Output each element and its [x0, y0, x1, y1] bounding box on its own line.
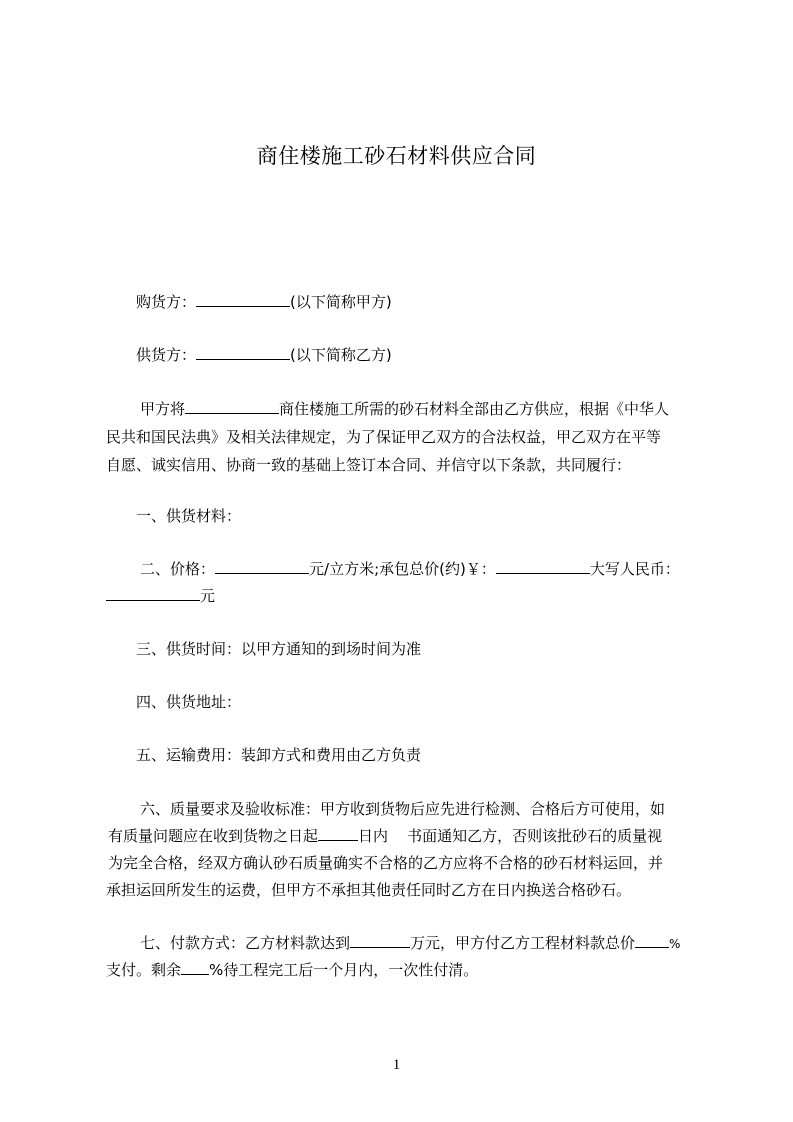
- page-number: 1: [392, 1057, 401, 1073]
- buyer-label: 购货方：: [136, 293, 197, 311]
- supplier-line: [136, 345, 392, 365]
- unit-price-blank: [215, 559, 309, 574]
- clause-2-line-1: [140, 559, 680, 579]
- buyer-blank: [196, 292, 290, 307]
- clause-7-l1-a: 七、付款方式：乙方材料款达到: [140, 934, 351, 952]
- clause-6-line-4: 承担运回所发生的运费，但甲方不承担其他责任同时乙方在日内换送合格砂石。: [106, 881, 632, 899]
- uppercase-amount-blank: [106, 586, 200, 601]
- supplier-suffix: (以下简称乙方): [290, 346, 392, 364]
- clause-7-l2-a: 支付。剩余: [106, 961, 182, 979]
- payment-percent-blank: [635, 933, 669, 948]
- clause-4: 四、供货地址：: [136, 693, 242, 711]
- preamble-l1-b: 商住楼施工所需的砂石材料全部由乙方供应，根据《中华人: [279, 400, 670, 418]
- supplier-blank: [196, 345, 290, 360]
- clause-7-line-1: [140, 933, 680, 954]
- preamble-line-2: 民共和国民法典》及相关法律规定，为了保证甲乙双方的合法权益，甲乙双方在平等: [106, 428, 662, 446]
- buyer-suffix: (以下简称甲方): [290, 293, 392, 311]
- notice-days-blank: [318, 826, 358, 841]
- remaining-percent-blank: [181, 960, 209, 975]
- clause-2-line-2: [106, 586, 215, 606]
- buyer-line: [136, 292, 392, 312]
- clause-6-line-3: 为完全合格，经双方确认砂石质量确实不合格的乙方应将不合格的砂石材料运回，并: [108, 854, 664, 872]
- document-title: 商住楼施工砂石材料供应合同: [256, 144, 537, 168]
- clause-3: 三、供货时间：以甲方通知的到场时间为准: [136, 640, 422, 658]
- clause-6-l2-a: 有质量问题应在收到货物之日起: [108, 827, 319, 845]
- clause-2-label: 二、价格：: [140, 560, 216, 578]
- clause-6-line-1: 六、质量要求及验收标准：甲方收到货物后应先进行检测、合格后方可使用，如: [140, 800, 666, 818]
- clause-6-l2-b: 日内 书面通知乙方，否则该批砂石的质量视: [358, 827, 663, 845]
- amount-threshold-blank: [350, 933, 410, 948]
- clause-6-line-2: [108, 826, 662, 846]
- clause-7-line-2: [106, 960, 478, 980]
- supplier-label: 供货方：: [136, 346, 197, 364]
- clause-7-l1-b: 万元，甲方付乙方工程材料款总价: [410, 934, 636, 952]
- clause-5: 五、运输费用：装卸方式和费用由乙方负责: [136, 746, 422, 764]
- preamble-line-3: 自愿、诚实信用、协商一致的基础上签订本合同、并信守以下条款，共同履行：: [106, 456, 632, 474]
- total-price-blank: [496, 559, 590, 574]
- preamble-blank: [185, 399, 279, 414]
- clause-7-l2-b: %待工程完工后一个月内，一次性付清。: [209, 961, 479, 979]
- clause-1: 一、供货材料：: [136, 507, 242, 525]
- preamble-line-1: [140, 399, 669, 419]
- preamble-l1-a: 甲方将: [140, 400, 186, 418]
- clause-7-percent: %: [669, 937, 681, 951]
- clause-2-mid: 元/立方米;承包总价(约)￥：: [309, 560, 496, 578]
- clause-2-uppercase-label: 大写人民币：: [589, 560, 680, 578]
- clause-2-yuan: 元: [200, 587, 216, 605]
